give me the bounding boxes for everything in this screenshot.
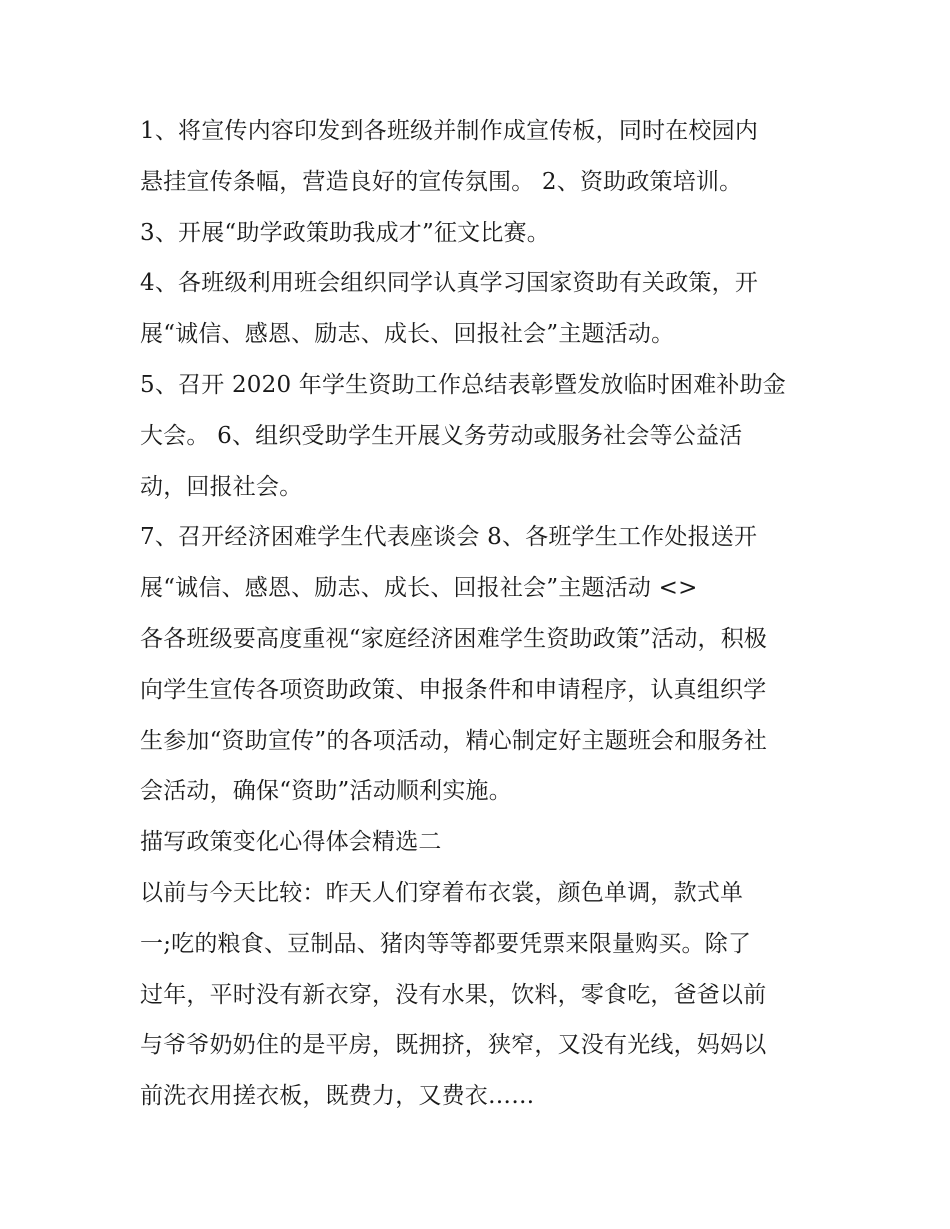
text-line: 5、召开 2020 年学生资助工作总结表彰暨发放临时困难补助金 [140, 371, 786, 398]
document-body [140, 106, 820, 1122]
text-line: 7、召开经济困难学生代表座谈会 8、各班学生工作处报送开 [140, 524, 758, 551]
text-line: 3、开展“助学政策助我成才”征文比赛。 [140, 219, 550, 246]
text-line: 前洗衣用搓衣板，既费力，又费衣…… [140, 1083, 535, 1110]
text-line: 与爷爷奶奶住的是平房，既拥挤，狭窄，又没有光线，妈妈以 [140, 1032, 767, 1059]
text-line: 4、各班级利用班会组织同学认真学习国家资助有关政策，开 [140, 270, 759, 297]
text-line: 动，回报社会。 [140, 473, 303, 500]
text-line: 会活动，确保“资助”活动顺利实施。 [140, 778, 512, 805]
text-line: 悬挂宣传条幅，营造良好的宣传氛围。 2、资助政策培训。 [140, 168, 743, 195]
text-line: 大会。 6、组织受助学生开展义务劳动或服务社会等公益活 [140, 422, 743, 449]
text-line: 过年，平时没有新衣穿，没有水果，饮料，零食吃，爸爸以前 [140, 981, 767, 1008]
text-line: 一;吃的粮食、豆制品、猪肉等等都要凭票来限量购买。除了 [140, 930, 752, 957]
text-line: 展“诚信、感恩、励志、成长、回报社会”主题活动。 [140, 321, 675, 348]
text-line: 生参加“资助宣传”的各项活动，精心制定好主题班会和服务社 [140, 727, 768, 754]
text-line: 各各班级要高度重视“家庭经济困难学生资助政策”活动，积极 [140, 625, 768, 652]
section-heading: 描写政策变化心得体会精选二 [140, 829, 442, 856]
text-line: 1、将宣传内容印发到各班级并制作成宣传板，同时在校园内 [140, 118, 759, 144]
text-line: 以前与今天比较：昨天人们穿着布衣裳，颜色单调，款式单 [140, 879, 744, 906]
text-line: 展“诚信、感恩、励志、成长、回报社会”主题活动 <> [140, 575, 698, 602]
text-line: 向学生宣传各项资助政策、申报条件和申请程序，认真组织学 [140, 676, 767, 703]
